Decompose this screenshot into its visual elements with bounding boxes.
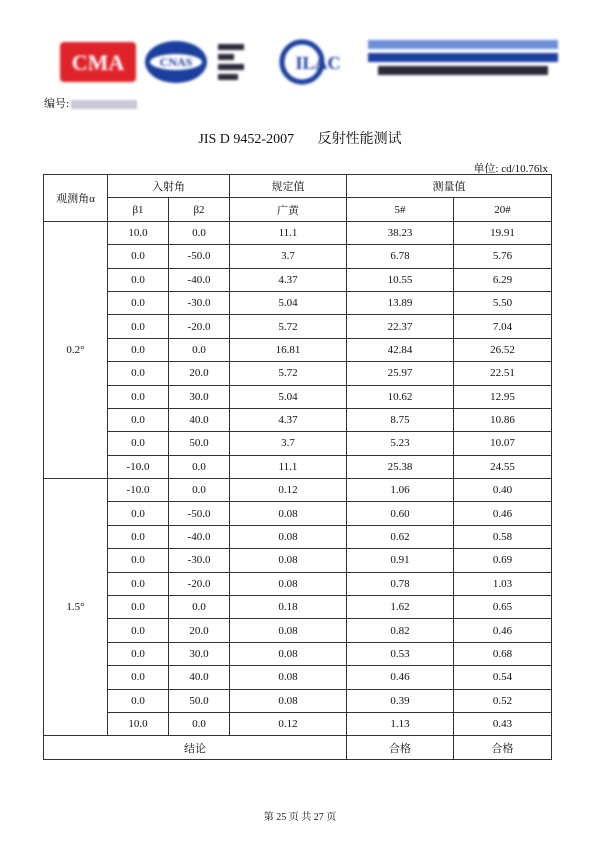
beta1-cell: 0.0 [108, 642, 169, 665]
beta1-cell: 0.0 [108, 572, 169, 595]
sample-20-cell: 6.29 [454, 268, 552, 291]
beta2-cell: 0.0 [169, 596, 230, 619]
beta2-cell: 40.0 [169, 408, 230, 431]
table-row [44, 455, 552, 478]
spec-cell: 5.72 [230, 315, 347, 338]
beta1-cell: 0.0 [108, 338, 169, 361]
table-row [44, 221, 552, 244]
beta2-cell: -30.0 [169, 549, 230, 572]
spec-cell: 0.12 [230, 712, 347, 735]
beta1-cell: 0.0 [108, 408, 169, 431]
sample-20-cell: 0.65 [454, 596, 552, 619]
report-number [44, 95, 137, 111]
sample-5-cell: 5.23 [347, 432, 454, 455]
spec-cell: 0.08 [230, 549, 347, 572]
table-row [44, 502, 552, 525]
footer-total-pages: 27 [313, 812, 324, 823]
reflection-performance-table [43, 174, 552, 760]
sample-20-cell: 10.07 [454, 432, 552, 455]
beta1-cell: 0.0 [108, 315, 169, 338]
beta1-cell: 0.0 [108, 689, 169, 712]
table-row [44, 385, 552, 408]
svg-text:ILAC: ILAC [295, 53, 341, 73]
beta2-cell: 50.0 [169, 432, 230, 455]
beta2-cell: 20.0 [169, 362, 230, 385]
beta1-cell: 0.0 [108, 525, 169, 548]
beta2-cell: 0.0 [169, 712, 230, 735]
sample-20-cell: 0.40 [454, 479, 552, 502]
sample-20-cell: 22.51 [454, 362, 552, 385]
beta1-cell: -10.0 [108, 455, 169, 478]
header-spec-color: 广黄 [230, 198, 347, 221]
footer-page-unit: 页 [288, 812, 299, 823]
table-row [44, 596, 552, 619]
sample-5-cell: 0.60 [347, 502, 454, 525]
beta1-cell: -10.0 [108, 479, 169, 502]
beta2-cell: 0.0 [169, 455, 230, 478]
page-title [0, 128, 600, 148]
report-number-label: 编号: [44, 98, 70, 110]
sample-20-cell: 26.52 [454, 338, 552, 361]
beta2-cell: 30.0 [169, 642, 230, 665]
beta2-cell: -20.0 [169, 315, 230, 338]
spec-cell: 0.18 [230, 596, 347, 619]
sample-5-cell: 42.84 [347, 338, 454, 361]
beta2-cell: 30.0 [169, 385, 230, 408]
beta2-cell: 0.0 [169, 479, 230, 502]
header-incidence-angle: 入射角 [108, 175, 230, 198]
spec-cell: 4.37 [230, 268, 347, 291]
beta1-cell: 0.0 [108, 385, 169, 408]
table-row [44, 291, 552, 314]
beta1-cell: 0.0 [108, 502, 169, 525]
sample-5-cell: 25.38 [347, 455, 454, 478]
header-sample-5: 5# [347, 198, 454, 221]
table-row [44, 525, 552, 548]
sample-5-cell: 0.46 [347, 666, 454, 689]
sample-20-cell: 5.76 [454, 245, 552, 268]
footer-page-label: 第 [263, 812, 274, 823]
conclusion-sample-5: 合格 [347, 736, 454, 759]
sample-5-cell: 1.13 [347, 712, 454, 735]
title-name: 反射性能测试 [317, 132, 402, 147]
beta1-cell: 10.0 [108, 221, 169, 244]
spec-cell: 0.08 [230, 619, 347, 642]
header-beta2: β2 [169, 198, 230, 221]
spec-cell: 0.08 [230, 642, 347, 665]
sample-20-cell: 0.46 [454, 502, 552, 525]
beta1-cell: 0.0 [108, 268, 169, 291]
sample-20-cell: 19.91 [454, 221, 552, 244]
beta2-cell: -20.0 [169, 572, 230, 595]
table-row [44, 432, 552, 455]
sample-20-cell: 24.55 [454, 455, 552, 478]
sample-5-cell: 22.37 [347, 315, 454, 338]
sample-5-cell: 10.55 [347, 268, 454, 291]
beta2-cell: -40.0 [169, 268, 230, 291]
spec-cell: 3.7 [230, 432, 347, 455]
page-footer [0, 808, 600, 823]
spec-cell: 0.08 [230, 502, 347, 525]
spec-cell: 0.08 [230, 689, 347, 712]
sample-5-cell: 0.53 [347, 642, 454, 665]
beta2-cell: -40.0 [169, 525, 230, 548]
unit-label: 单位: cd/10.76lx [473, 163, 548, 175]
sample-20-cell: 0.58 [454, 525, 552, 548]
beta2-cell: 20.0 [169, 619, 230, 642]
footer-total-label: 共 [301, 812, 312, 823]
footer-current-page: 25 [276, 812, 287, 823]
svg-text:CNAS: CNAS [159, 55, 193, 69]
conclusion-label: 结论 [44, 736, 347, 759]
organization-name-block [368, 36, 568, 92]
sample-5-cell: 1.06 [347, 479, 454, 502]
table-row [44, 666, 552, 689]
beta1-cell: 0.0 [108, 362, 169, 385]
table-row [44, 408, 552, 431]
header-observation-angle: 观测角α [44, 175, 108, 222]
sample-5-cell: 10.62 [347, 385, 454, 408]
sample-20-cell: 0.69 [454, 549, 552, 572]
table-row [44, 572, 552, 595]
beta1-cell: 0.0 [108, 432, 169, 455]
sample-20-cell: 0.52 [454, 689, 552, 712]
sample-20-cell: 0.54 [454, 666, 552, 689]
spec-cell: 16.81 [230, 338, 347, 361]
sample-5-cell: 13.89 [347, 291, 454, 314]
conclusion-sample-20: 合格 [454, 736, 552, 759]
sample-5-cell: 6.78 [347, 245, 454, 268]
conclusion-row [44, 736, 552, 759]
table-row [44, 338, 552, 361]
beta1-cell: 0.0 [108, 291, 169, 314]
spec-cell: 0.08 [230, 572, 347, 595]
sample-5-cell: 0.78 [347, 572, 454, 595]
table-row [44, 245, 552, 268]
beta2-cell: 50.0 [169, 689, 230, 712]
sample-20-cell: 0.43 [454, 712, 552, 735]
beta2-cell: -50.0 [169, 245, 230, 268]
sample-20-cell: 0.68 [454, 642, 552, 665]
beta1-cell: 0.0 [108, 619, 169, 642]
table-row [44, 642, 552, 665]
sample-5-cell: 8.75 [347, 408, 454, 431]
table-row [44, 549, 552, 572]
spec-cell: 11.1 [230, 455, 347, 478]
sample-20-cell: 5.50 [454, 291, 552, 314]
table-body [44, 221, 552, 736]
sample-5-cell: 0.82 [347, 619, 454, 642]
table-row [44, 712, 552, 735]
table-row [44, 315, 552, 338]
sample-20-cell: 7.04 [454, 315, 552, 338]
footer-total-unit: 页 [326, 812, 337, 823]
spec-cell: 5.72 [230, 362, 347, 385]
sample-20-cell: 12.95 [454, 385, 552, 408]
beta1-cell: 0.0 [108, 245, 169, 268]
sample-5-cell: 0.39 [347, 689, 454, 712]
spec-cell: 11.1 [230, 221, 347, 244]
beta2-cell: 0.0 [169, 338, 230, 361]
title-standard: JIS D 9452-2007 [198, 132, 295, 147]
beta2-cell: 0.0 [169, 221, 230, 244]
spec-cell: 0.08 [230, 666, 347, 689]
sample-20-cell: 1.03 [454, 572, 552, 595]
spec-cell: 0.12 [230, 479, 347, 502]
sample-5-cell: 0.91 [347, 549, 454, 572]
table-row [44, 362, 552, 385]
spec-cell: 5.04 [230, 385, 347, 408]
table-row [44, 479, 552, 502]
beta1-cell: 0.0 [108, 596, 169, 619]
spec-cell: 4.37 [230, 408, 347, 431]
beta1-cell: 0.0 [108, 549, 169, 572]
cnas-logo [143, 38, 209, 86]
report-number-redacted [71, 100, 137, 109]
spec-cell: 3.7 [230, 245, 347, 268]
iso-mark-logo [216, 40, 246, 84]
ilac-logo [272, 38, 348, 86]
beta1-cell: 0.0 [108, 666, 169, 689]
cma-logo [58, 38, 138, 86]
report-header [40, 28, 560, 98]
table-row [44, 619, 552, 642]
sample-20-cell: 10.86 [454, 408, 552, 431]
table-row [44, 689, 552, 712]
spec-cell: 5.04 [230, 291, 347, 314]
header-beta1: β1 [108, 198, 169, 221]
sample-5-cell: 1.62 [347, 596, 454, 619]
sample-5-cell: 38.23 [347, 221, 454, 244]
sample-5-cell: 0.62 [347, 525, 454, 548]
beta1-cell: 10.0 [108, 712, 169, 735]
spec-cell: 0.08 [230, 525, 347, 548]
header-sample-20: 20# [454, 198, 552, 221]
observation-angle-cell: 0.2° [44, 221, 108, 478]
sample-5-cell: 25.97 [347, 362, 454, 385]
beta2-cell: 40.0 [169, 666, 230, 689]
beta2-cell: -50.0 [169, 502, 230, 525]
beta2-cell: -30.0 [169, 291, 230, 314]
observation-angle-cell: 1.5° [44, 479, 108, 736]
table-row [44, 268, 552, 291]
sample-20-cell: 0.46 [454, 619, 552, 642]
svg-text:CMA: CMA [71, 50, 125, 75]
header-measured-value: 测量值 [347, 175, 552, 198]
header-spec-value: 规定值 [230, 175, 347, 198]
